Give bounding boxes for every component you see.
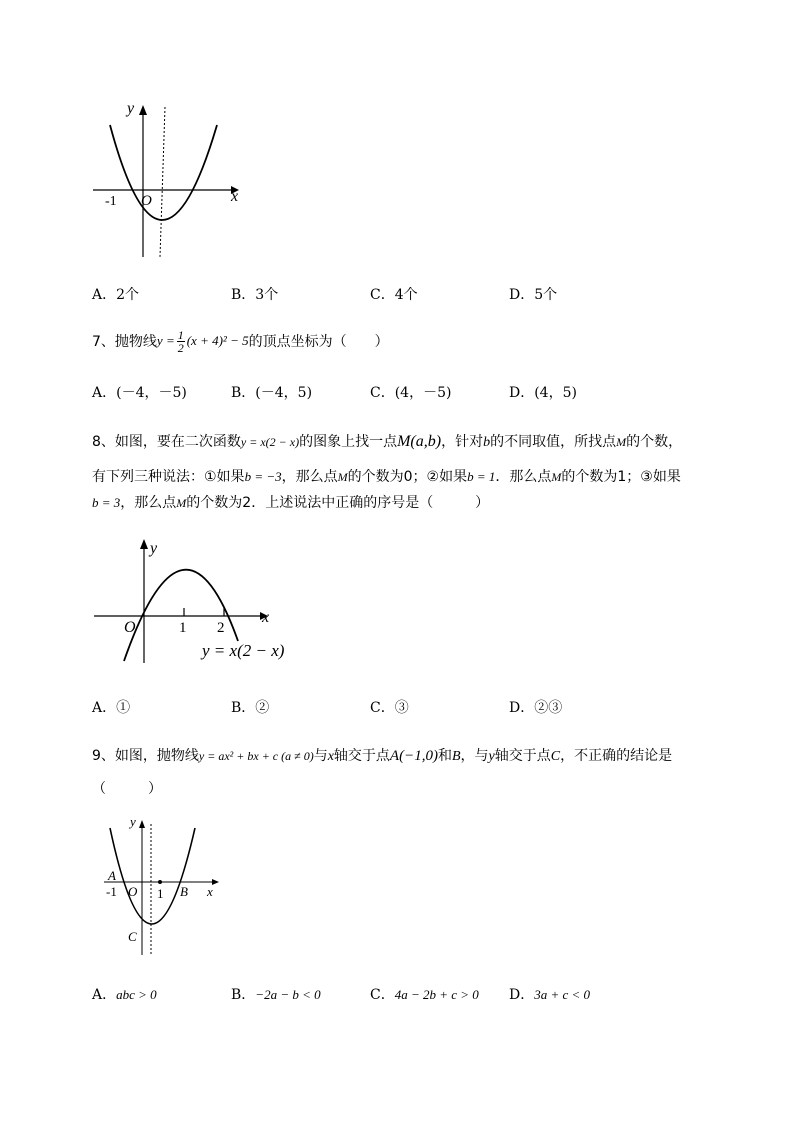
q8-option-b[interactable]: B．② [231, 700, 270, 716]
q8-text: 的不同取值，所找点 [490, 434, 617, 450]
fig9-b-label: B [180, 884, 188, 899]
q9-text: 和 [437, 748, 452, 764]
q9-text: 9、如图，抛物线 [92, 748, 199, 764]
q8-text: 有下列三种说法：①如果 [92, 469, 245, 485]
option-expression: 4a − 2b + c > 0 [394, 987, 479, 1002]
q8-text: 的个数为0；②如果 [347, 469, 468, 485]
q9-option-b[interactable] [231, 984, 321, 1004]
option-prefix: A． [92, 987, 117, 1003]
q9-var-x: x [327, 749, 334, 764]
q7-formula-lhs: y = [156, 333, 175, 348]
q6-option-a[interactable]: A．2个 [92, 287, 140, 303]
fig9-neg1-label: -1 [106, 884, 117, 899]
q8-var-m: M [337, 470, 348, 484]
q6-option-d[interactable]: D．5个 [509, 287, 558, 303]
fig1-neg1-label: -1 [105, 194, 117, 209]
q6-option-b[interactable]: B．3个 [231, 287, 279, 303]
fig8-tick-1: 1 [179, 620, 187, 636]
q8-cond3: b = 3 [92, 495, 121, 510]
q9-function: y = ax² + bx + c (a ≠ 0) [198, 749, 314, 763]
q9-var-y: y [488, 749, 495, 764]
fig9-a-label: A [108, 868, 116, 883]
q8-text: 的图象上找一点 [299, 434, 398, 450]
fig8-tick-2: 2 [217, 620, 225, 636]
q7-option-a[interactable]: A．(－4，－5) [92, 385, 187, 401]
q9-text: ，不正确的结论是 [560, 748, 673, 764]
q8-cond1: b = −3 [244, 469, 282, 484]
option-prefix: C． [370, 987, 395, 1003]
q8-var-m: M [551, 470, 562, 484]
q9-text: 轴交于点 [494, 748, 551, 764]
q9-line2: （ ） [92, 781, 162, 797]
q8-line1 [92, 431, 682, 451]
fig8-x-label: x [262, 609, 270, 626]
q7-prefix: 7、抛物线 [92, 334, 157, 350]
q7-formula-rhs: (x + 4)² − 5 [186, 333, 249, 348]
q7-option-b[interactable]: B．(－4，5) [231, 385, 313, 401]
q8-line3 [92, 492, 489, 512]
q8-var-b: b [483, 435, 491, 450]
q8-var-m: M [176, 496, 187, 510]
q9-text: 轴交于点 [333, 748, 390, 764]
fig9-origin-label: O [128, 884, 138, 899]
fig1-origin-label: O [141, 193, 152, 209]
q8-var-m: M [616, 435, 627, 449]
q7-option-c[interactable]: C．(4，－5) [370, 385, 452, 401]
q6-option-c[interactable]: C．4个 [370, 287, 418, 303]
q9-point-c: C [550, 749, 561, 764]
q9-option-a[interactable] [92, 984, 157, 1004]
option-prefix: D． [509, 987, 535, 1003]
q7-stem [92, 324, 389, 358]
q9-text: ，与 [460, 748, 489, 764]
option-expression: abc > 0 [116, 987, 157, 1002]
q9-point-a: A(−1,0) [389, 748, 438, 764]
fig8-y-label: y [150, 540, 158, 557]
q7-frac-den: 2 [177, 340, 184, 355]
figure-q6-parabola [85, 95, 255, 265]
q8-function: y = x(2 − x) [240, 435, 300, 449]
q8-option-c[interactable]: C．③ [370, 700, 409, 716]
q8-text: 的个数为1；③如果 [561, 469, 681, 485]
q7-fraction [177, 329, 185, 354]
q9-option-d[interactable] [509, 984, 590, 1004]
q8-text: 8、如图，要在二次函数 [92, 434, 241, 450]
q7-frac-num: 1 [177, 327, 184, 342]
q9-line1 [92, 745, 672, 765]
q8-text: 的个数为2．上述说法中正确的序号是（ ） [186, 495, 490, 511]
q8-text: ．那么点 [495, 469, 552, 485]
q8-text: ，针对 [441, 434, 484, 450]
fig9-c-label: C [128, 929, 137, 944]
q7-suffix: 的顶点坐标为（ ） [248, 334, 389, 350]
figure-q9-parabola [100, 810, 225, 960]
option-prefix: B． [231, 987, 256, 1003]
figure-q8-parabola [90, 535, 290, 670]
q8-text: 的个数， [626, 434, 683, 450]
fig9-y-label: y [130, 814, 136, 829]
q8-text: ，那么点 [120, 495, 177, 511]
q8-line2 [92, 466, 681, 486]
q8-option-d[interactable]: D．②③ [509, 700, 563, 716]
option-expression: 3a + c < 0 [534, 987, 591, 1002]
q8-text: ，那么点 [281, 469, 338, 485]
fig9-tick-1: 1 [157, 886, 164, 901]
q8-cond2: b = 1 [467, 469, 496, 484]
q8-option-a[interactable]: A．① [92, 700, 131, 716]
fig8-function-label: y = x(2 − x) [202, 641, 285, 660]
option-expression: −2a − b < 0 [255, 987, 321, 1002]
q9-text: 与 [313, 748, 328, 764]
fig1-x-label: x [231, 188, 239, 205]
fig9-x-label: x [207, 884, 213, 899]
q9-point-b: B [451, 749, 461, 764]
q7-option-d[interactable]: D．(4，5) [509, 385, 577, 401]
fig8-origin-label: O [124, 619, 136, 636]
fig1-y-label: y [127, 100, 135, 117]
q8-point-m: M(a,b) [397, 433, 442, 450]
q9-option-c[interactable] [370, 984, 479, 1004]
